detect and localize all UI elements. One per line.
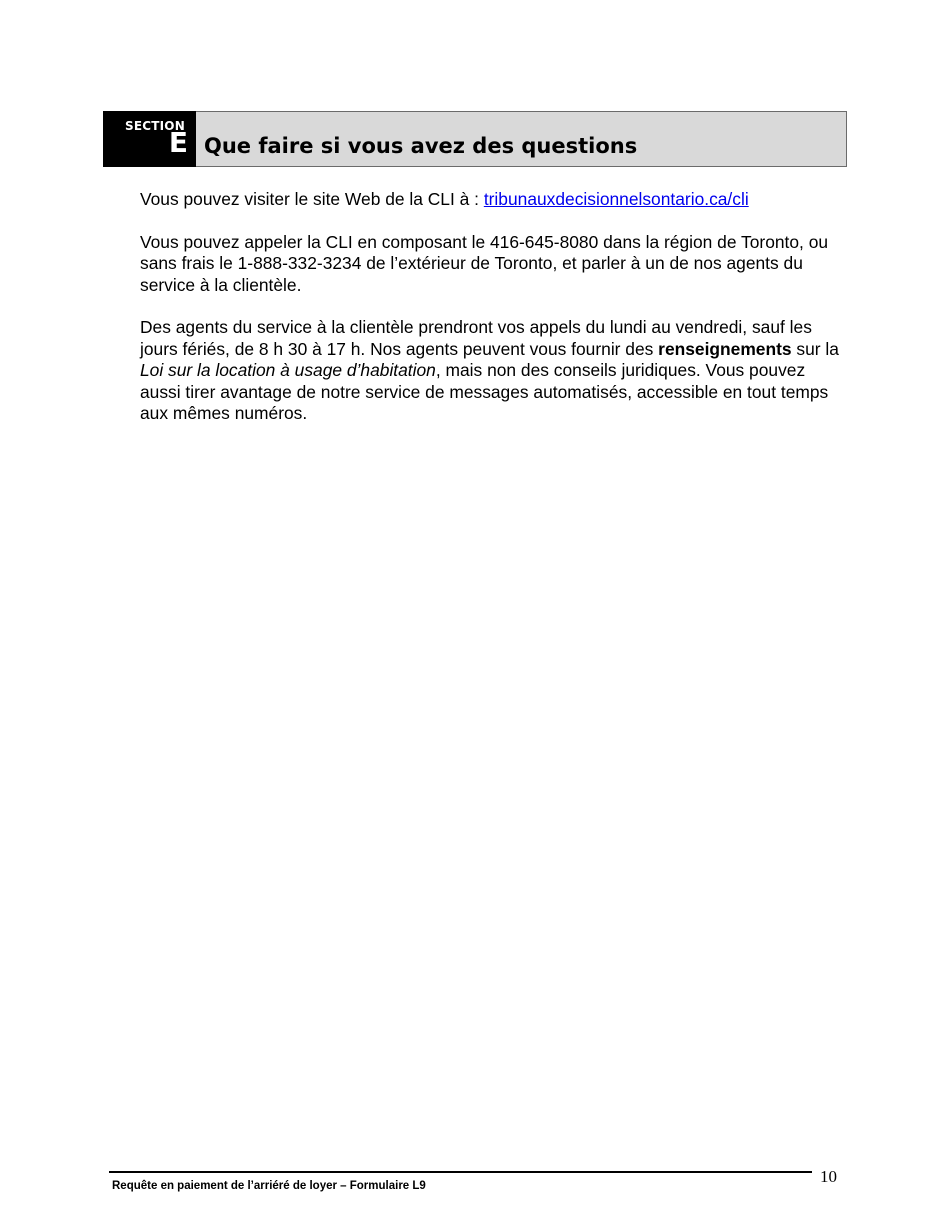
- website-link[interactable]: tribunauxdecisionnelsontario.ca/cli: [483, 189, 749, 209]
- paragraph-hours: [140, 317, 840, 425]
- footer-form-title: Requête en paiement de l’arriéré de loyer – Formulaire L9: [112, 1180, 426, 1192]
- section-label: SECTION: [125, 119, 185, 133]
- section-tab: [103, 111, 196, 167]
- hours-bold-term: renseignements: [658, 338, 792, 359]
- section-content: [140, 189, 840, 446]
- paragraph-phone: Vous pouvez appeler la CLI en composant le 416-645-8080 dans la région de Toronto, ou sans frais le 1-888-332-3234 de l’extérieur de Toronto, et parler à un de nos agents du service à la clientèle.: [140, 231, 829, 295]
- hours-text-b: sur la: [791, 338, 839, 359]
- section-title-bar: [196, 111, 847, 167]
- hours-text-c: , mais non des conseils juridiques. Vous pouvez aussi tirer avantage de notre service de messages automatisés, accessible en tout temps aux mêmes numéros.: [140, 360, 829, 423]
- hours-text-a: Des agents du service à la clientèle prendront vos appels du lundi au vendredi, sauf les jours fériés, de 8 h 30 à 17 h. Nos agents peuvent vous fournir des: [140, 317, 812, 359]
- act-title: Loi sur la location à usage d’habitation: [140, 360, 436, 380]
- footer-rule: [109, 1171, 812, 1173]
- website-text: Vous pouvez visiter le site Web de la CLI à :: [140, 189, 484, 209]
- section-letter: E: [168, 126, 188, 159]
- paragraph-website: [140, 189, 840, 211]
- page-number: 10: [820, 1167, 837, 1186]
- section-header: [103, 111, 847, 167]
- section-title: Que faire si vous avez des questions: [204, 134, 638, 158]
